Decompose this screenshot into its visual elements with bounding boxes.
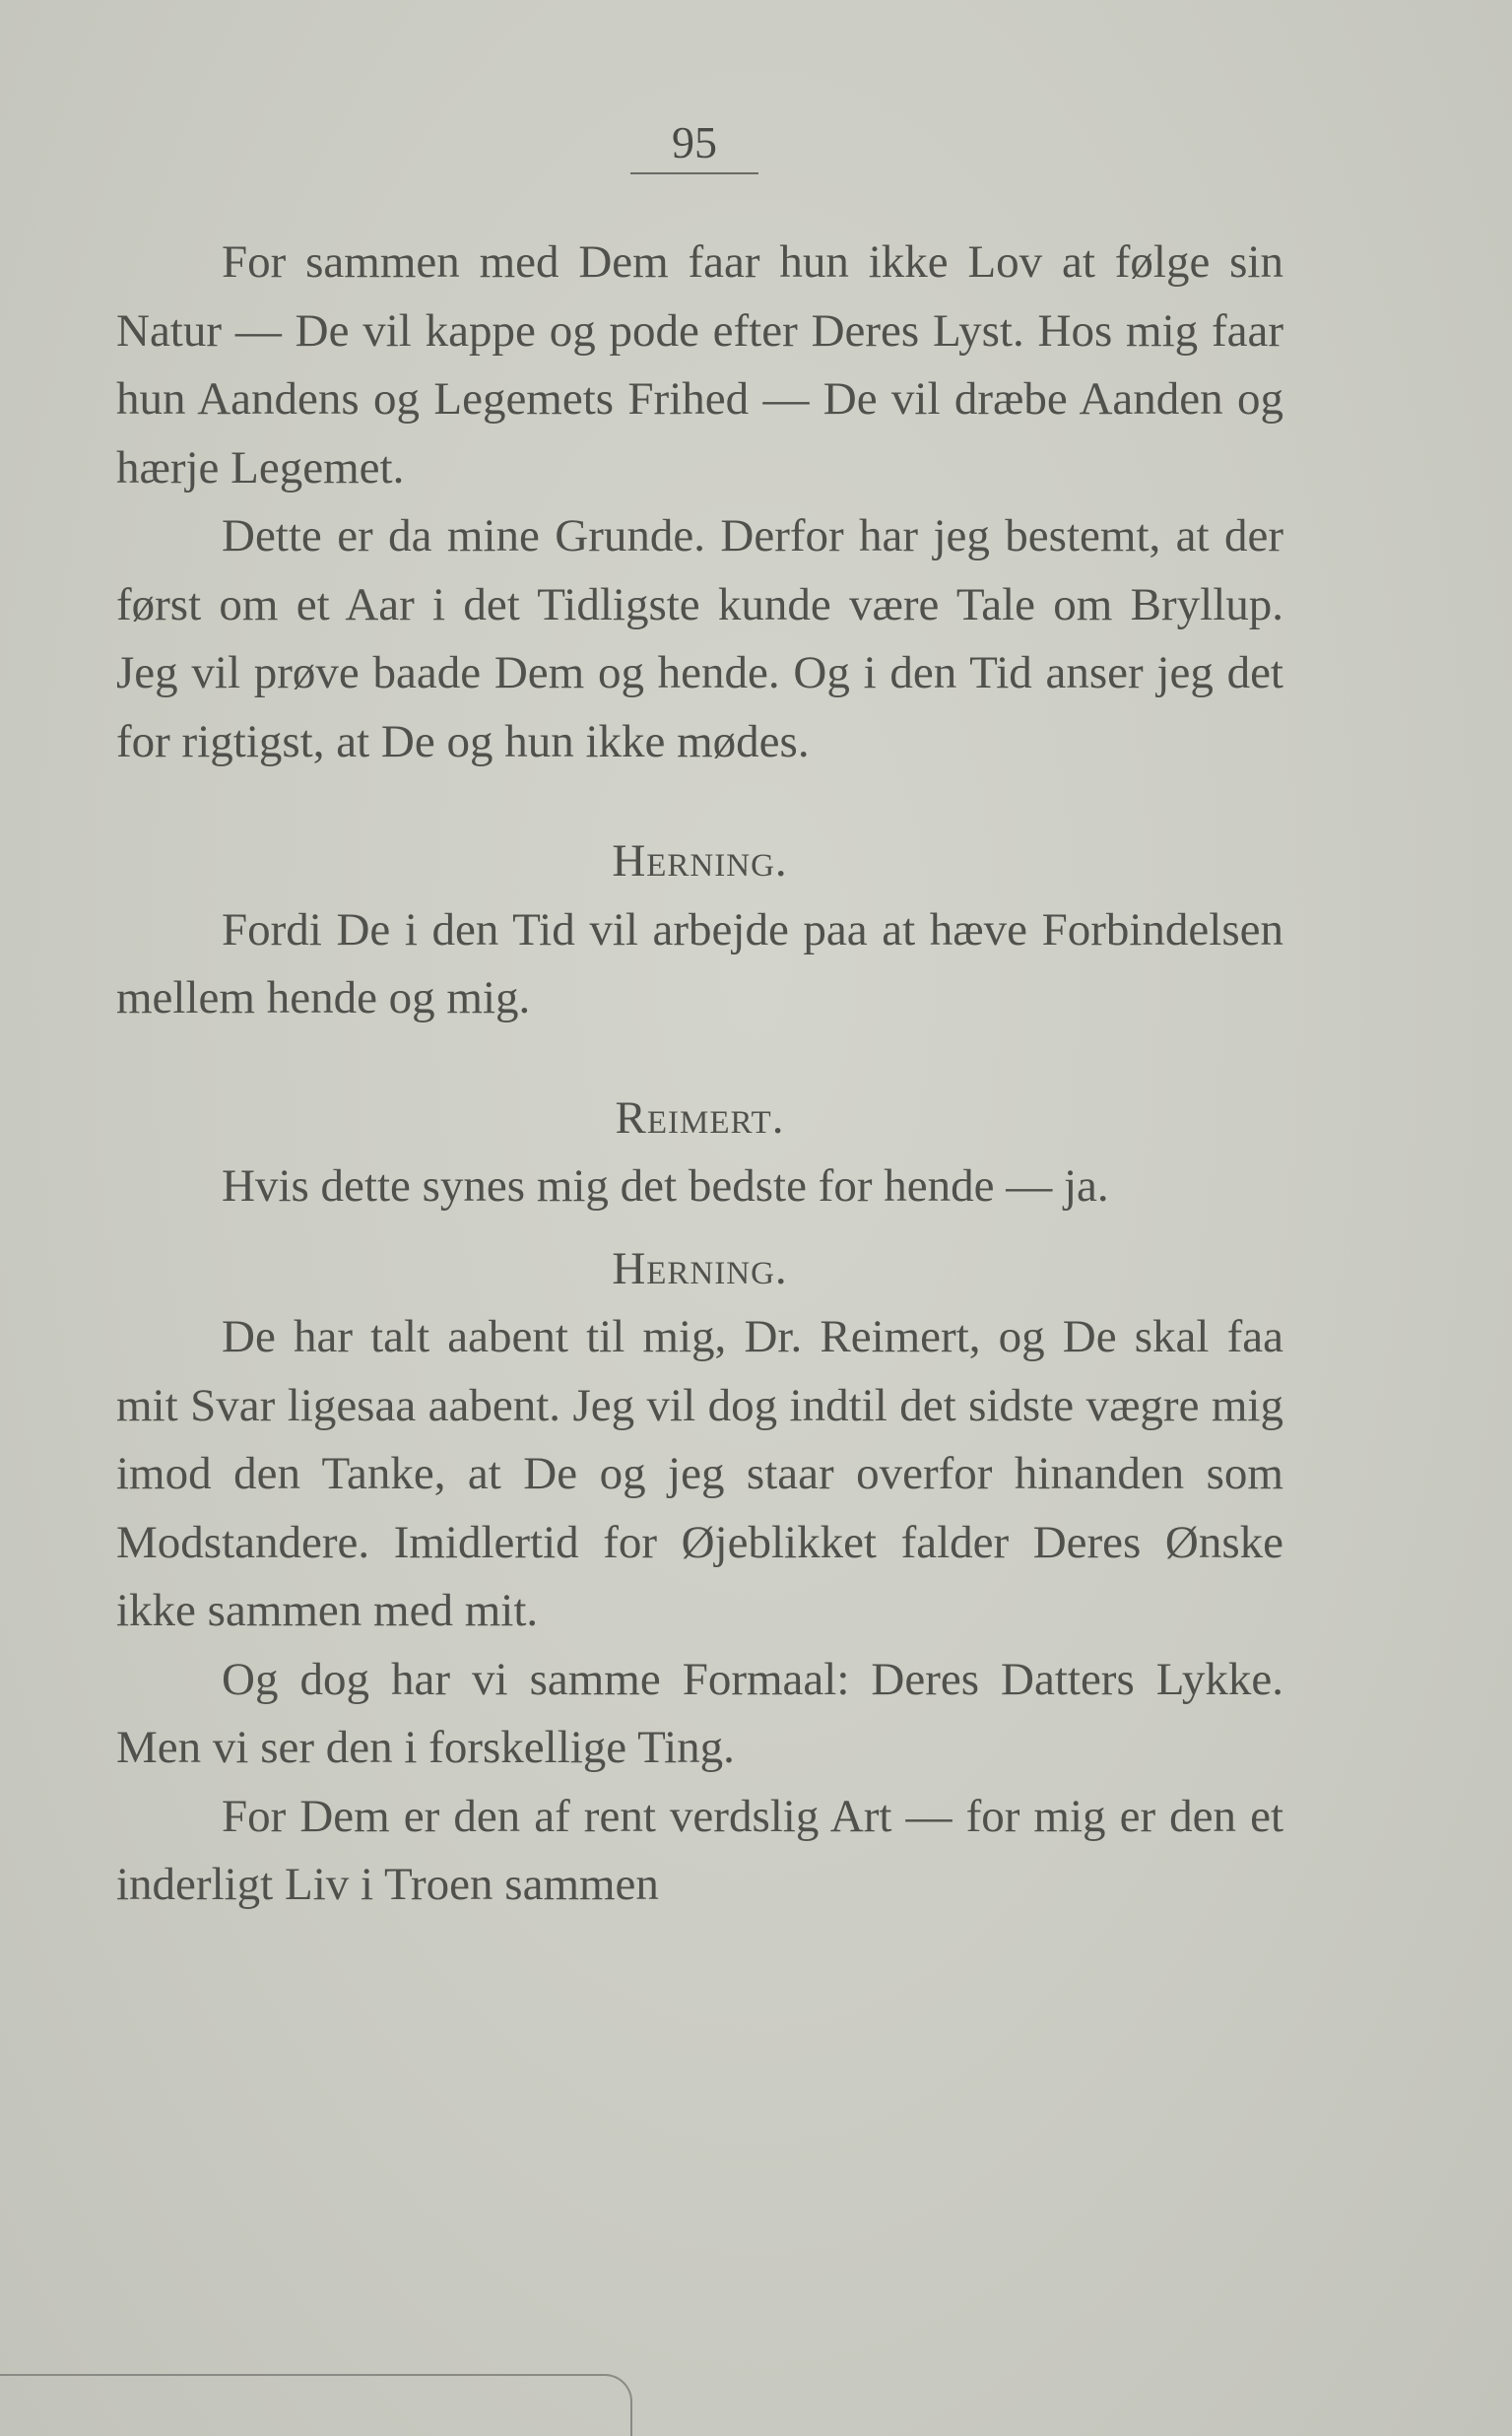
speaker-name: Herning. — [612, 1242, 788, 1294]
paragraph: De har talt aabent til mig, Dr. Reimert, og De skal faa mit Svar ligesaa aabent. Jeg vil dog indtil det sidste vægre mig imod den Tanke, at De og jeg staar overfor hinanden som Modstandere. Imidlertid for Øjeblikket falder Deres Ønske ikke sammen med mit. — [116, 1311, 1283, 1636]
paragraph: For Dem er den af rent verdslig Art — for mig er den et inderligt Liv i Troen sammen — [116, 1790, 1283, 1910]
page-number: 95 — [630, 116, 758, 174]
body-text — [116, 229, 1283, 1920]
speaker-name: Reimert. — [615, 1091, 785, 1144]
speaker-name: Herning. — [612, 835, 788, 887]
page-edge-mark — [0, 2374, 632, 2436]
paragraph: Og dog har vi samme Formaal: Deres Datters Lykke. Men vi ser den i forskellige Ting. — [116, 1653, 1283, 1773]
paragraph: Fordi De i den Tid vil arbejde paa at hæve Forbindelsen mellem hende og mig. — [116, 903, 1283, 1023]
paragraph: Hvis dette synes mig det bedste for hende — ja. — [222, 1160, 1109, 1212]
paragraph: For sammen med Dem faar hun ikke Lov at følge sin Natur — De vil kappe og pode efter Deres Lyst. Hos mig faar hun Aandens og Legemets Frihed — De vil dræbe Aanden og hærje Legemet. — [116, 236, 1283, 494]
paragraph: Dette er da mine Grunde. Derfor har jeg bestemt, at der først om et Aar i det Tidligste kunde være Tale om Bryllup. Jeg vil prøve baade Dem og hende. Og i den Tid anser jeg det for rigtigst, at De og hun ikke mødes. — [116, 510, 1283, 767]
